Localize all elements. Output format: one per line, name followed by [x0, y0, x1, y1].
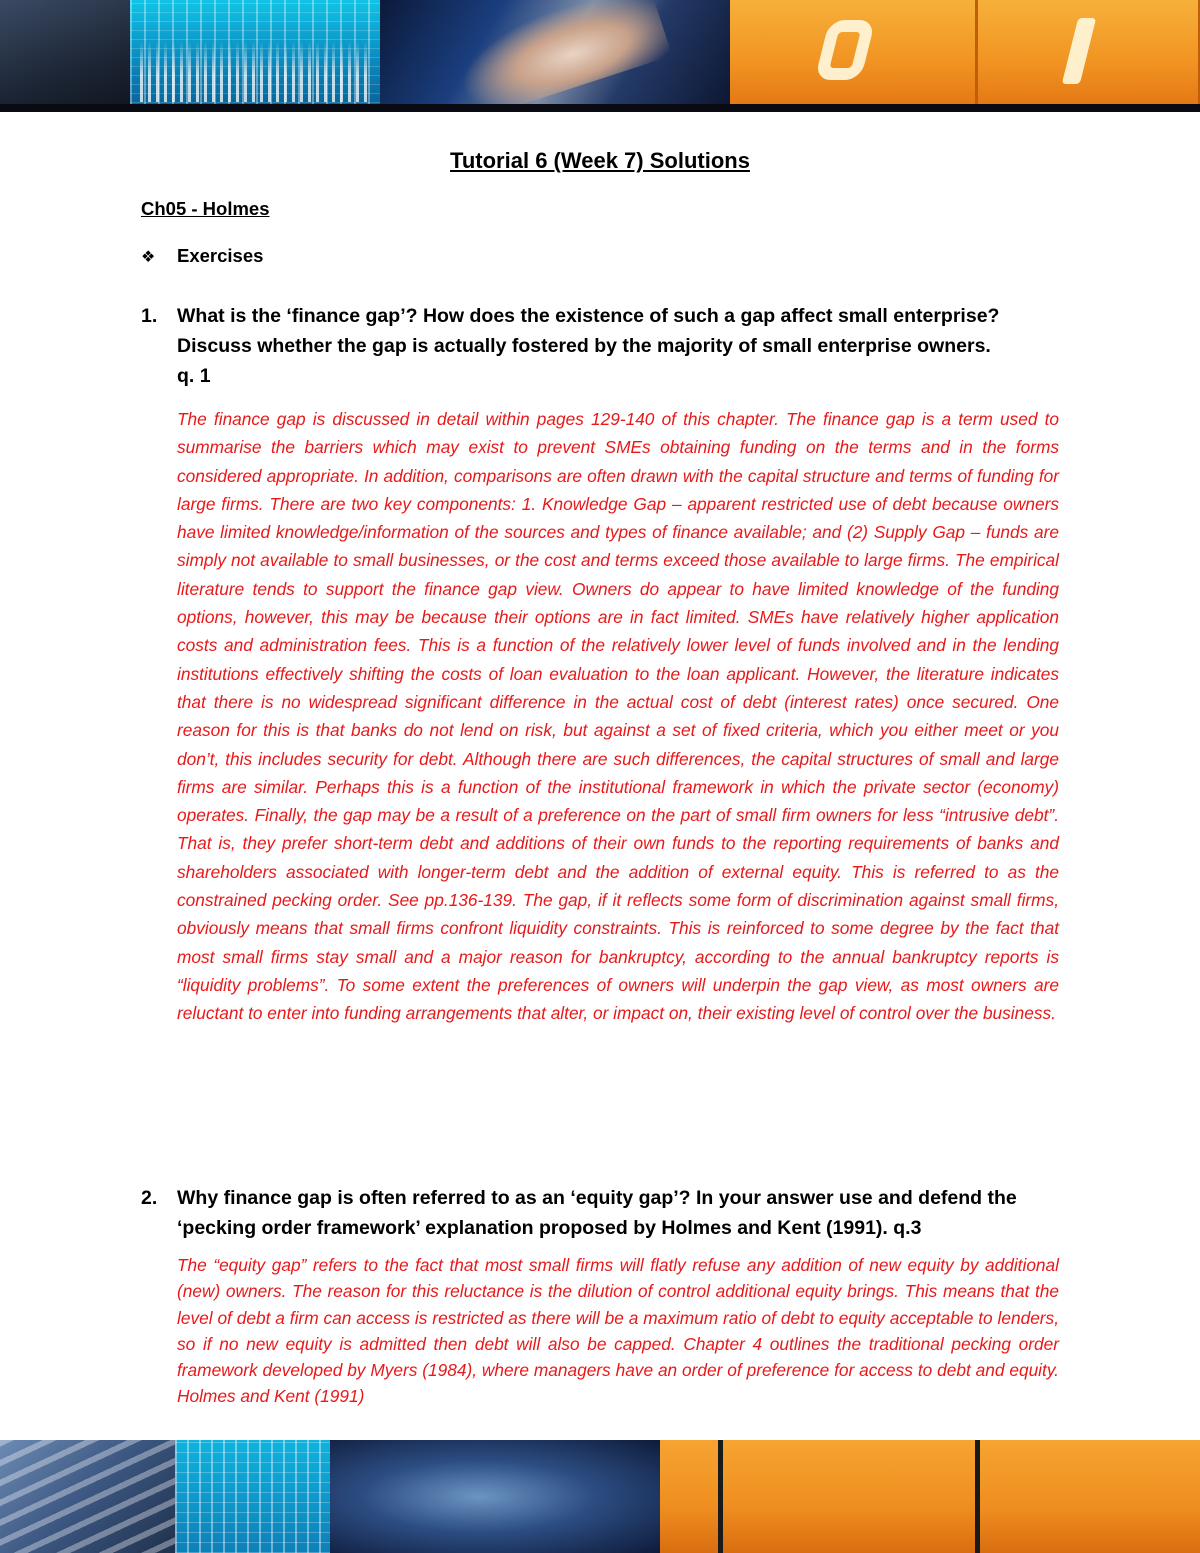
section-heading-label: Exercises — [177, 245, 264, 266]
section-heading — [141, 245, 263, 267]
banner-orange-tile — [978, 0, 1200, 104]
diamond-bullet-icon: ❖ — [141, 249, 156, 266]
question-text: Why finance gap is often referred to as an ‘equity gap’? In your answer use and defend the ‘pecking order framework’ explanation proposed by Holmes and Kent (1991). q.3 — [177, 1187, 1017, 1239]
question-text: What is the ‘finance gap’? How does the existence of such a gap affect small enterprise? Discuss whether the gap is actually fostered by the majority of small enterprise owners. — [177, 305, 1000, 357]
question-number: 2. — [141, 1187, 158, 1209]
question-reference: q. 1 — [177, 365, 211, 387]
answer-2: The “equity gap” refers to the fact that most small firms will flatly refuse any addition of new equity by additional (new) owners. The reason for this reluctance is the dilution of control additional equity brings. This means that the level of debt a firm can access is restricted as there will be a maximum ratio of debt to equity acceptable to lenders, so if no new equity is admitted then debt will also be capped. Chapter 4 outlines the traditional pecking order framework developed by Myers (1984), where managers have an order of preference for access to debt and equity. Holmes and Kent (1991) — [177, 1255, 1059, 1407]
banner-bar-pattern — [140, 42, 370, 102]
footer-hatch-pattern — [0, 1440, 175, 1553]
footer-divider — [718, 1440, 723, 1553]
banner-dark-panel — [0, 0, 130, 112]
page-title: Tutorial 6 (Week 7) Solutions — [450, 148, 750, 173]
question-number: 1. — [141, 305, 158, 327]
question-2 — [141, 1183, 1071, 1243]
footer-orange-panel — [660, 1440, 1200, 1553]
header-banner-image — [0, 0, 1200, 112]
chapter-heading: Ch05 - Holmes — [141, 198, 270, 219]
question-1 — [141, 301, 1071, 391]
footer-blue-panel — [0, 1440, 175, 1553]
footer-photo-panel — [330, 1440, 660, 1553]
banner-bottom-edge — [0, 104, 1200, 112]
footer-chart-panel — [175, 1440, 330, 1553]
footer-banner-image — [0, 1440, 1200, 1553]
footer-divider — [975, 1440, 980, 1553]
footer-grid-overlay — [175, 1440, 330, 1553]
answer-1: The finance gap is discussed in detail within pages 129-140 of this chapter. The finance gap is a term used to summarise the barriers which may exist to prevent SMEs obtaining funding on the terms and in the forms considered appropriate. In addition, comparisons are often drawn with the capital structure and terms of funding for large firms. There are two key components: 1. Knowledge Gap – apparent restricted use of debt because owners have limited knowledge/information of the sources and types of finance available; and (2) Supply Gap – funds are simply not available to small businesses, or the cost and terms exceed those available to large firms. The empirical literature tends to support the finance gap view. Owners do appear to have limited knowledge of the funding options, however, this may be because their options are in fact limited. SMEs have relatively higher application costs and administration fees. This is a function of the relatively lower level of funds involved and in the lending institutions effectively shifting the costs of loan evaluation to the loan applicant. However, the literature indicates that there is no widespread significant difference in the actual cost of debt (interest rates) once secured. One reason for this is that banks do not lend on risk, but against a set of fixed criteria, which you either meet or you don’t, this includes security for debt. Although there are such differences, the capital structures of small and large firms are similar. Perhaps this is a function of the institutional framework in which the private sector (economy) operates. Finally, the gap may be a result of a preference on the part of small firm owners for less “intrusive debt”. That is, they prefer short-term debt and additions of their own funds to the reporting requirements of banks and shareholders associated with longer-term debt and the addition of external equity. This is referred to as the constrained pecking order. See pp.136-139. The gap, if it reflects some form of discrimination against small firms, obviously means that small firms confront liquidity constraints. This is reinforced to some degree by the fact that most small firms stay small and a major reason for bankruptcy, according to the annual bankruptcy reports is “liquidity problems”. To some extent the preferences of owners will underpin the gap view, as most owners are reluctant to enter into funding arrangements that alter, or impact on, their existing level of control over the business. — [177, 409, 1059, 1024]
